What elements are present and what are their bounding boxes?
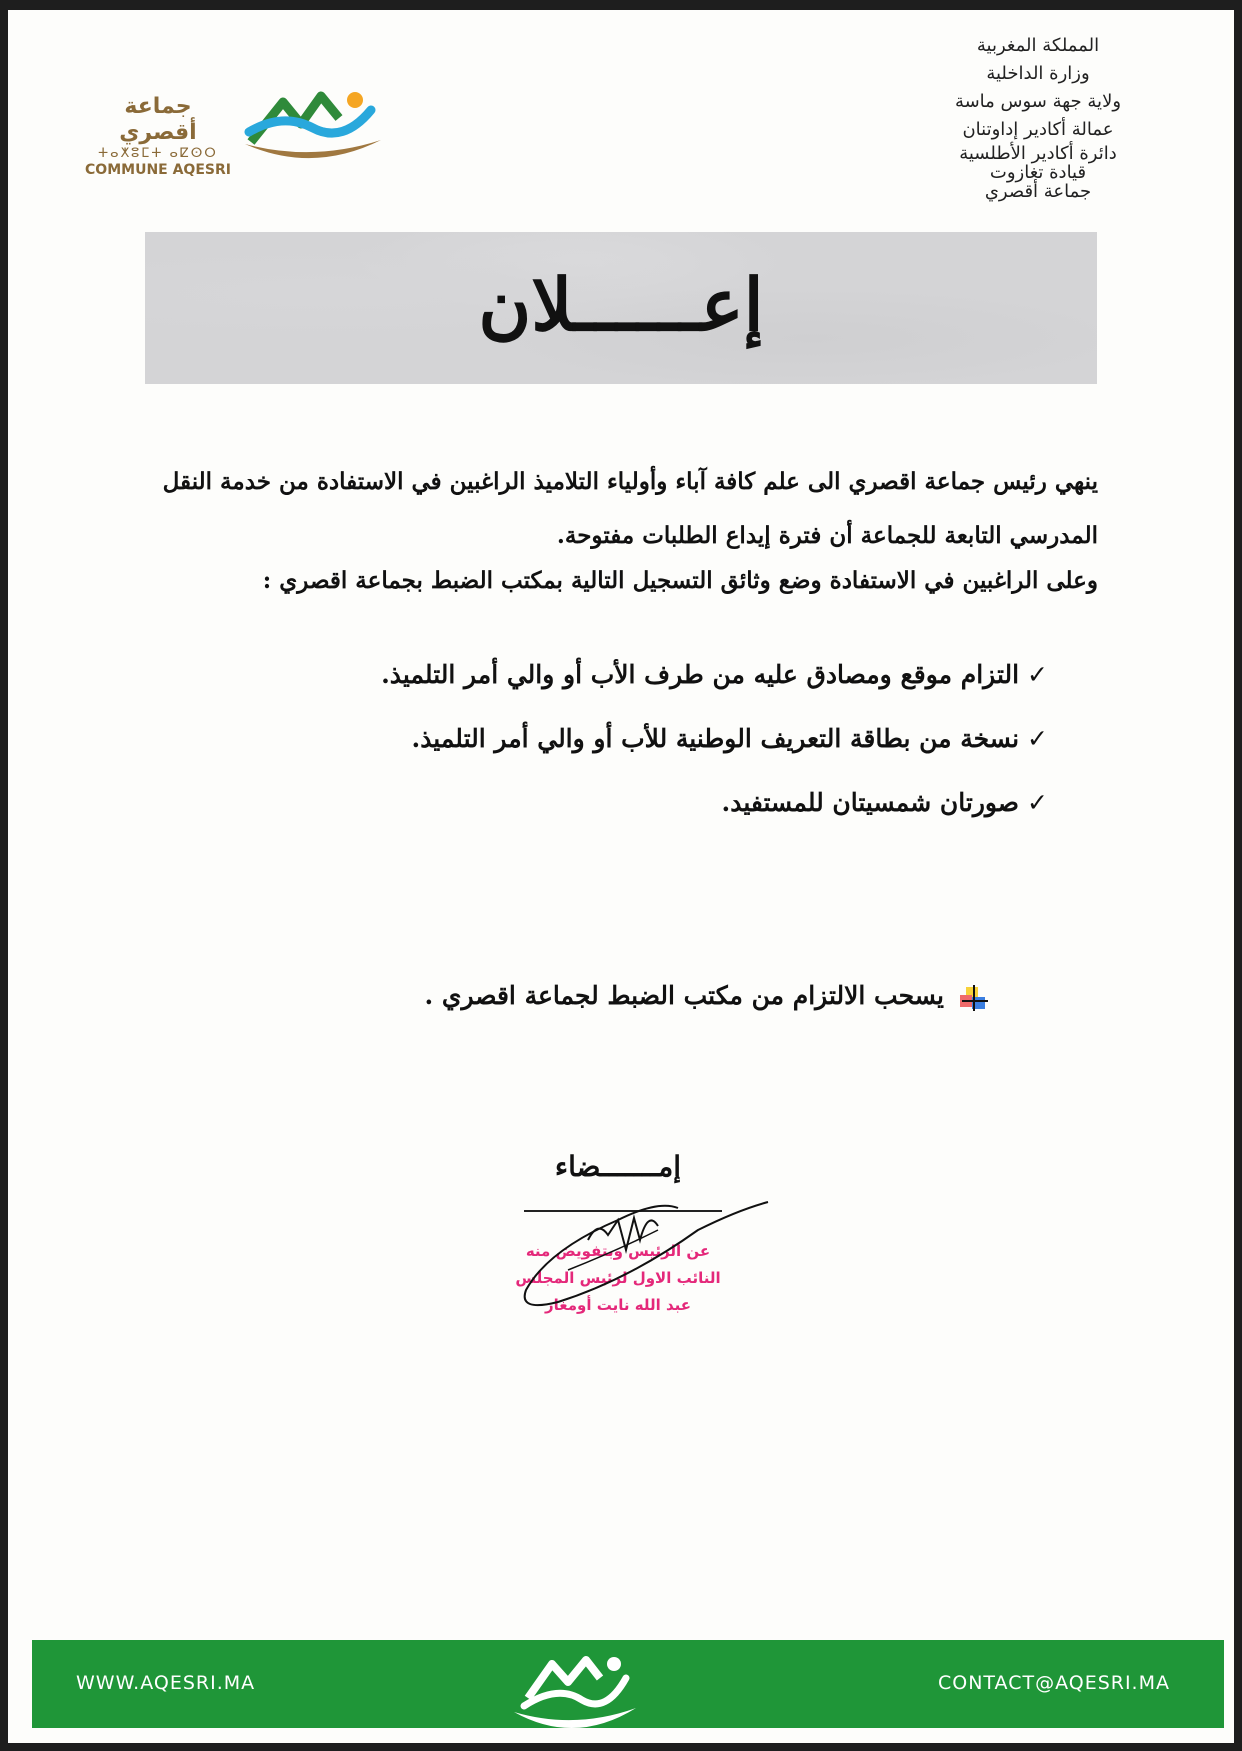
admin-line: جماعة أقصري	[984, 181, 1092, 202]
logo-text-block	[83, 94, 233, 179]
footer-banner	[32, 1640, 1224, 1728]
colored-cross-bullet-icon	[958, 985, 988, 1011]
admin-line: ولاية جهة سوس ماسة	[954, 91, 1122, 112]
document-page	[8, 10, 1234, 1743]
admin-line: دائرة أكادير الأطلسية	[959, 143, 1117, 164]
pickup-note-text: يسحب الالتزام من مكتب الضبط لجماعة اقصري .	[424, 981, 944, 1010]
admin-line: قيادة تغازوت	[989, 162, 1087, 183]
document-item-text: نسخة من بطاقة التعريف الوطنية للأب أو والي أمر التلميذ.	[411, 724, 1020, 753]
contact-email-link[interactable]: CONTACT@AQESRI.MA	[937, 1672, 1170, 1694]
document-item-text: صورتان شمسيتان للمستفيد.	[721, 788, 1020, 817]
intro-paragraph: ينهي رئيس جماعة اقصري الى علم كافة آباء وأولياء التلاميذ الراغبين في الاستفادة من خدمة النقل المدرسي التابعة للجماعة أن فترة إيداع الطلبات مفتوحة.	[162, 468, 1098, 549]
admin-line: المملكة المغربية	[976, 35, 1100, 56]
check-icon: ✓	[1027, 660, 1048, 689]
signature-title: إمـــــــضاء	[554, 1150, 682, 1183]
admin-line: عمالة أكادير إداوتنان	[962, 119, 1114, 140]
logo-french-name: COMMUNE AQESRI	[85, 162, 231, 178]
footer-logo-icon	[510, 1650, 640, 1730]
stamp-line: النائب الاول لرئيس المجلس	[515, 1269, 721, 1287]
stamp-line: عن الرئيس وبتفويض منه	[525, 1242, 711, 1260]
handwritten-signature-icon	[508, 1190, 788, 1320]
logo-arabic-name: جماعة أقصري	[119, 94, 197, 145]
stamp-line: عبد الله نايت أومغار	[545, 1296, 691, 1314]
administration-header	[888, 32, 1188, 201]
website-link[interactable]: WWW.AQESRI.MA	[76, 1672, 256, 1694]
check-icon: ✓	[1027, 788, 1048, 817]
instruction-paragraph: وعلى الراغبين في الاستفادة وضع وثائق التسجيل التالية بمكتب الضبط بجماعة اقصري :	[262, 567, 1098, 594]
list-item	[148, 778, 1048, 842]
list-item	[148, 650, 1048, 714]
admin-line: وزارة الداخلية	[986, 63, 1090, 84]
check-icon: ✓	[1027, 724, 1048, 753]
required-documents-list	[148, 650, 1048, 842]
logo-tifinagh-name: ⵜⴰⵅⵓⵎⵜ ⴰⵇⵙⵔ	[98, 146, 218, 161]
document-item-text: التزام موقع ومصادق عليه من طرف الأب أو والي أمر التلميذ.	[381, 660, 1020, 689]
commune-logo	[83, 88, 403, 178]
title-banner	[145, 232, 1097, 384]
page-title: إعــــــلان	[478, 262, 764, 347]
pickup-note	[308, 976, 988, 1016]
list-item	[148, 714, 1048, 778]
mountain-sun-river-logo-icon	[243, 88, 383, 160]
